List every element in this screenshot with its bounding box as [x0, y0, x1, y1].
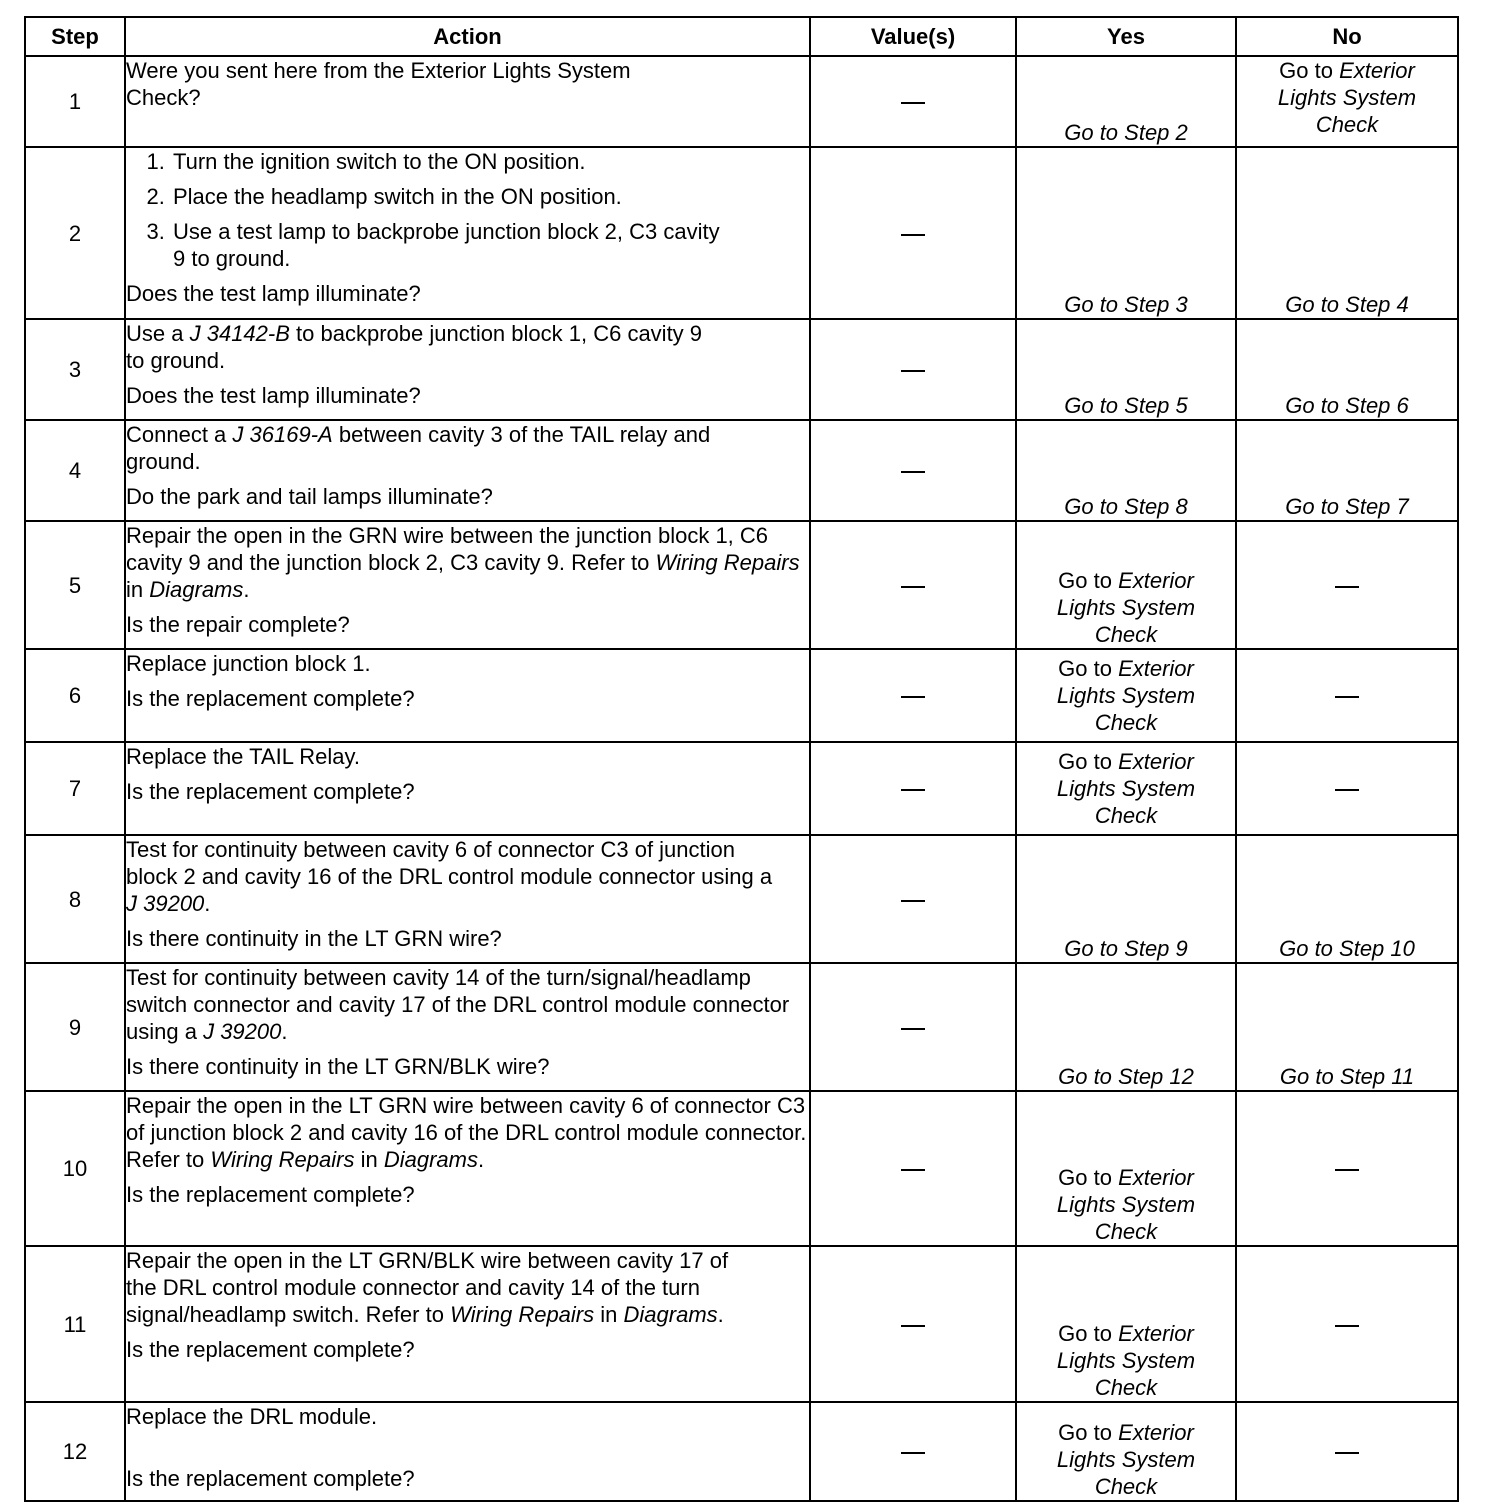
action-cell [125, 319, 810, 420]
value-dash [901, 1169, 925, 1171]
no-dash [1335, 1325, 1359, 1327]
action-body: Repair the open in the LT GRN wire between cavity 6 of connector C3 of junction block 2 and cavity 16 of the DRL control module connector. Refer to [126, 1093, 807, 1172]
step-number: 7 [25, 742, 125, 835]
doc-reference: Diagrams [149, 577, 244, 602]
doc-reference: Diagrams [383, 1147, 478, 1172]
value-dash [901, 1028, 925, 1030]
action-question: Does the test lamp illuminate? [126, 281, 421, 306]
goto-link[interactable] [1017, 1164, 1235, 1245]
no-cell [1236, 56, 1458, 147]
action-cell [125, 521, 810, 649]
yes-cell [1016, 319, 1236, 420]
value-dash [901, 370, 925, 372]
goto-prefix: Go to [1058, 1321, 1112, 1346]
action-cell [125, 147, 810, 319]
action-cell [125, 420, 810, 521]
ref-end: . [717, 1302, 724, 1327]
tool-reference: J 36169-A [232, 422, 333, 447]
no-dash [1335, 1169, 1359, 1171]
goto-target: Exterior Lights System Check [1056, 1321, 1196, 1400]
step-number: 3 [25, 319, 125, 420]
value-cell [810, 420, 1016, 521]
goto-link[interactable]: Go to Step 2 [1064, 120, 1188, 145]
no-cell [1236, 521, 1458, 649]
action-body: Repair the open in the GRN wire between the junction block 1, C6 cavity 9 and the junction block 2, C3 cavity 9. Refer to [126, 523, 769, 575]
ref-connector: in [126, 577, 144, 602]
yes-cell [1016, 147, 1236, 319]
action-cell [125, 649, 810, 742]
tool-reference: J 39200 [126, 891, 205, 916]
no-cell [1236, 420, 1458, 521]
step-number: 12 [25, 1402, 125, 1501]
value-cell [810, 521, 1016, 649]
goto-link[interactable] [1017, 1320, 1235, 1401]
goto-target: Exterior Lights System Check [1277, 58, 1417, 137]
action-list-item: 1. Turn the ignition switch to the ON position. [171, 148, 809, 175]
action-cell [125, 963, 810, 1091]
doc-reference: Wiring Repairs [450, 1302, 595, 1327]
no-cell [1236, 1402, 1458, 1501]
value-dash [901, 696, 925, 698]
yes-cell [1016, 649, 1236, 742]
step-number: 9 [25, 963, 125, 1091]
value-dash [901, 789, 925, 791]
step-number: 11 [25, 1246, 125, 1402]
value-cell [810, 1246, 1016, 1402]
yes-cell [1016, 420, 1236, 521]
value-cell [810, 56, 1016, 147]
goto-link[interactable] [1017, 748, 1235, 829]
table-row-step-4 [25, 420, 1458, 521]
action-question: Is the replacement complete? [126, 1337, 415, 1362]
action-suffix: to backprobe junction block 1, C6 cavity 9 to ground. [126, 321, 703, 373]
action-text [126, 964, 809, 1045]
action-list-item: 2. Place the headlamp switch in the ON position. [171, 183, 809, 210]
table-row-step-6 [25, 649, 1458, 742]
action-question: Is the replacement complete? [126, 1466, 415, 1491]
goto-prefix: Go to [1058, 1420, 1112, 1445]
yes-cell [1016, 835, 1236, 963]
action-question: Do the park and tail lamps illuminate? [126, 484, 493, 509]
tool-reference: J 34142-B [189, 321, 290, 346]
no-cell [1236, 147, 1458, 319]
action-question: Is the replacement complete? [126, 1182, 415, 1207]
goto-target: Exterior Lights System Check [1056, 656, 1196, 735]
doc-reference: Wiring Repairs [655, 550, 800, 575]
no-cell [1236, 963, 1458, 1091]
table-row-step-11 [25, 1246, 1458, 1402]
action-question: Is the replacement complete? [126, 779, 415, 804]
goto-target: Exterior Lights System Check [1056, 1165, 1196, 1244]
yes-cell [1016, 1091, 1236, 1246]
action-text: Replace the TAIL Relay. [126, 744, 360, 769]
action-text [126, 1092, 809, 1173]
table-row-step-9 [25, 963, 1458, 1091]
header-row [25, 17, 1458, 56]
yes-cell [1016, 1402, 1236, 1501]
yes-cell [1016, 963, 1236, 1091]
value-cell [810, 1091, 1016, 1246]
header-yes: Yes [1016, 17, 1236, 56]
action-body: Test for continuity between cavity 14 of the turn/signal/headlamp switch connector and cavity 17 of the DRL control module connector using a [126, 965, 790, 1044]
action-body: Repair the open in the LT GRN/BLK wire between cavity 17 of the DRL control module connector and cavity 14 of the turn signal/headlamp switch. Refer to [126, 1248, 729, 1327]
ref-end: . [243, 577, 250, 602]
action-question: Is there continuity in the LT GRN/BLK wire? [126, 1054, 550, 1079]
doc-reference: Wiring Repairs [210, 1147, 355, 1172]
header-values: Value(s) [810, 17, 1016, 56]
table-row-step-2 [25, 147, 1458, 319]
action-cell [125, 1402, 810, 1501]
action-prefix: Connect a [126, 422, 227, 447]
goto-link[interactable] [1237, 57, 1457, 138]
goto-link[interactable]: Go to Step 5 [1064, 393, 1188, 418]
action-list [126, 148, 809, 272]
tool-reference: J 39200 [203, 1019, 282, 1044]
action-cell [125, 56, 810, 147]
goto-prefix: Go to [1058, 656, 1112, 681]
goto-prefix: Go to [1279, 58, 1333, 83]
step-number: 10 [25, 1091, 125, 1246]
no-cell [1236, 319, 1458, 420]
header-no: No [1236, 17, 1458, 56]
no-cell [1236, 1091, 1458, 1246]
step-number: 1 [25, 56, 125, 147]
table-row-step-1 [25, 56, 1458, 147]
value-cell [810, 835, 1016, 963]
value-dash [901, 1452, 925, 1454]
table-row-step-10 [25, 1091, 1458, 1246]
action-text [126, 836, 776, 917]
no-dash [1335, 1452, 1359, 1454]
value-cell [810, 963, 1016, 1091]
value-dash [901, 900, 925, 902]
goto-link[interactable] [1017, 655, 1235, 736]
header-action: Action [125, 17, 810, 56]
action-cell [125, 835, 810, 963]
no-dash [1335, 586, 1359, 588]
diagnostic-table [24, 16, 1459, 1502]
table-row-step-8 [25, 835, 1458, 963]
goto-link[interactable]: Go to Step 6 [1285, 393, 1409, 418]
action-cell [125, 742, 810, 835]
goto-link[interactable] [1017, 567, 1235, 648]
no-cell [1236, 742, 1458, 835]
doc-reference: Diagrams [623, 1302, 718, 1327]
goto-link[interactable]: Go to Step 8 [1064, 494, 1188, 519]
step-number: 5 [25, 521, 125, 649]
step-number: 6 [25, 649, 125, 742]
step-number: 8 [25, 835, 125, 963]
action-text: Replace the DRL module. [126, 1404, 378, 1429]
table-row-step-5 [25, 521, 1458, 649]
goto-link[interactable] [1017, 1419, 1235, 1500]
goto-prefix: Go to [1058, 568, 1112, 593]
no-cell [1236, 649, 1458, 742]
no-cell [1236, 1246, 1458, 1402]
value-cell [810, 742, 1016, 835]
goto-target: Exterior Lights System Check [1056, 1420, 1196, 1499]
action-suffix: between cavity 3 of the TAIL relay and ground. [126, 422, 711, 474]
yes-cell [1016, 521, 1236, 649]
yes-cell [1016, 742, 1236, 835]
action-question: Is there continuity in the LT GRN wire? [126, 926, 502, 951]
goto-link[interactable]: Go to Step 9 [1064, 936, 1188, 961]
action-question: Does the test lamp illuminate? [126, 383, 421, 408]
action-text: Replace junction block 1. [126, 651, 371, 676]
no-dash [1335, 789, 1359, 791]
goto-link[interactable]: Go to Step 7 [1285, 494, 1409, 519]
value-dash [901, 1325, 925, 1327]
action-cell [125, 1246, 810, 1402]
value-dash [901, 234, 925, 236]
goto-link[interactable]: Go to Step 10 [1279, 936, 1415, 961]
action-question: Is the replacement complete? [126, 686, 415, 711]
action-text [126, 522, 809, 603]
ref-end: . [204, 891, 211, 916]
action-text [126, 1247, 736, 1328]
value-cell [810, 319, 1016, 420]
header-step: Step [25, 17, 125, 56]
action-text: Were you sent here from the Exterior Lights System Check? [126, 58, 631, 110]
goto-link[interactable]: Go to Step 12 [1058, 1064, 1194, 1089]
goto-link[interactable]: Go to Step 3 [1064, 292, 1188, 317]
table-row-step-12 [25, 1402, 1458, 1501]
table-row-step-7 [25, 742, 1458, 835]
action-cell [125, 1091, 810, 1246]
goto-link[interactable]: Go to Step 4 [1285, 292, 1409, 317]
action-question: Is the repair complete? [126, 612, 350, 637]
goto-prefix: Go to [1058, 749, 1112, 774]
action-text [126, 421, 766, 475]
action-prefix: Use a [126, 321, 184, 346]
ref-connector: in [360, 1147, 378, 1172]
value-dash [901, 471, 925, 473]
table-row-step-3 [25, 319, 1458, 420]
goto-prefix: Go to [1058, 1165, 1112, 1190]
yes-cell [1016, 1246, 1236, 1402]
value-dash [901, 102, 925, 104]
ref-end: . [281, 1019, 288, 1044]
action-body: Test for continuity between cavity 6 of connector C3 of junction block 2 and cavity 16 of the DRL control module connector using a [126, 837, 773, 889]
action-list-item: 3. Use a test lamp to backprobe junction block 2, C3 cavity 9 to ground. [171, 218, 733, 272]
no-cell [1236, 835, 1458, 963]
ref-end: . [477, 1147, 485, 1172]
action-text [126, 320, 726, 374]
value-dash [901, 586, 925, 588]
yes-cell [1016, 56, 1236, 147]
ref-connector: in [600, 1302, 618, 1327]
step-number: 2 [25, 147, 125, 319]
goto-target: Exterior Lights System Check [1056, 568, 1196, 647]
goto-link[interactable]: Go to Step 11 [1279, 1064, 1415, 1089]
goto-target: Exterior Lights System Check [1056, 749, 1196, 828]
value-cell [810, 649, 1016, 742]
step-number: 4 [25, 420, 125, 521]
value-cell [810, 147, 1016, 319]
no-dash [1335, 696, 1359, 698]
value-cell [810, 1402, 1016, 1501]
